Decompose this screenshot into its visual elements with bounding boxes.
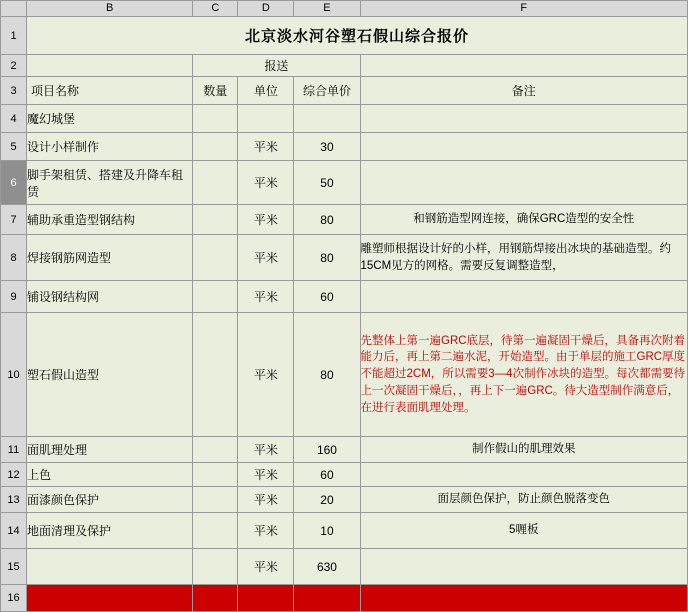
- cell-unit[interactable]: 平米: [238, 205, 294, 235]
- row-header-15[interactable]: 15: [1, 549, 27, 585]
- cell-price[interactable]: 630: [294, 549, 360, 585]
- row-header-13[interactable]: 13: [1, 487, 27, 513]
- row-header-6[interactable]: 6: [1, 161, 27, 205]
- cell-qty[interactable]: [193, 549, 238, 585]
- header-price: 综合单价: [294, 77, 360, 105]
- cell-unit[interactable]: 平米: [238, 313, 294, 437]
- row-header-1[interactable]: 1: [1, 17, 27, 55]
- cell-remark[interactable]: [360, 463, 688, 487]
- cell-price[interactable]: 80: [294, 313, 360, 437]
- cell-price[interactable]: 80: [294, 205, 360, 235]
- cell-qty[interactable]: [193, 487, 238, 513]
- cell-name[interactable]: 脚手架租赁、搭建及升降车租赁: [27, 161, 193, 205]
- cell-remark[interactable]: [360, 161, 688, 205]
- table-row-highlight: [1, 585, 688, 612]
- cell-unit[interactable]: 平米: [238, 281, 294, 313]
- table-row: [1, 513, 688, 549]
- column-header-b[interactable]: B: [27, 1, 193, 17]
- cell-remark[interactable]: 先整体上第一遍GRC底层，待第一遍凝固干燥后，具备再次附着能力后，再上第二遍水泥，开始造型。由于单层的施工GRC厚度不能超过2CM，所以需要3—4次制作冰块的造型。每次都需要待上一次凝固干燥后，，再上下一遍GRC。待大造型制作满意后，在进行表面肌理处理。: [360, 313, 688, 437]
- cell-price[interactable]: 160: [294, 437, 360, 463]
- table-row: [1, 281, 688, 313]
- subtitle-cell: 报送: [193, 55, 360, 77]
- cell-f2[interactable]: [360, 55, 688, 77]
- row-header-7[interactable]: 7: [1, 205, 27, 235]
- table-row: [1, 463, 688, 487]
- cell-b2[interactable]: [27, 55, 193, 77]
- table-row: [1, 549, 688, 585]
- row-header-5[interactable]: 5: [1, 133, 27, 161]
- cell-price[interactable]: 20: [294, 487, 360, 513]
- cell-unit[interactable]: [238, 105, 294, 133]
- cell-name[interactable]: 地面清理及保护: [27, 513, 193, 549]
- table-header-row: [1, 77, 688, 105]
- column-header-row: [1, 1, 688, 17]
- table-row: [1, 133, 688, 161]
- column-header-e[interactable]: E: [294, 1, 360, 17]
- cell-name[interactable]: 上色: [27, 463, 193, 487]
- cell-qty[interactable]: [193, 437, 238, 463]
- cell-name[interactable]: 辅助承重造型钢结构: [27, 205, 193, 235]
- table-row: [1, 161, 688, 205]
- table-row: [1, 235, 688, 281]
- cell-d16[interactable]: [238, 585, 294, 612]
- cell-unit[interactable]: 平米: [238, 437, 294, 463]
- table-row: [1, 487, 688, 513]
- cell-price[interactable]: [294, 105, 360, 133]
- row-header-4[interactable]: 4: [1, 105, 27, 133]
- cell-name[interactable]: [27, 549, 193, 585]
- cell-qty[interactable]: [193, 463, 238, 487]
- row-header-2[interactable]: 2: [1, 55, 27, 77]
- cell-qty[interactable]: [193, 313, 238, 437]
- cell-unit[interactable]: 平米: [238, 513, 294, 549]
- table-row: [1, 205, 688, 235]
- cell-qty[interactable]: [193, 513, 238, 549]
- row-header-16[interactable]: 16: [1, 585, 27, 612]
- cell-qty[interactable]: [193, 105, 238, 133]
- row-header-8[interactable]: 8: [1, 235, 27, 281]
- cell-qty[interactable]: [193, 235, 238, 281]
- cell-qty[interactable]: [193, 161, 238, 205]
- table-row: [1, 55, 688, 77]
- cell-remark[interactable]: [360, 133, 688, 161]
- cell-name[interactable]: 铺设钢结构网: [27, 281, 193, 313]
- column-header-c[interactable]: C: [193, 1, 238, 17]
- cell-remark[interactable]: 制作假山的肌理效果: [360, 437, 688, 463]
- cell-price[interactable]: 50: [294, 161, 360, 205]
- row-header-12[interactable]: 12: [1, 463, 27, 487]
- cell-e16[interactable]: [294, 585, 360, 612]
- cell-c16[interactable]: [193, 585, 238, 612]
- cell-qty[interactable]: [193, 281, 238, 313]
- cell-price[interactable]: 60: [294, 463, 360, 487]
- cell-qty[interactable]: [193, 205, 238, 235]
- row-header-3[interactable]: 3: [1, 77, 27, 105]
- table-row: [1, 17, 688, 55]
- cell-remark[interactable]: [360, 105, 688, 133]
- cell-unit[interactable]: 平米: [238, 487, 294, 513]
- header-qty: 数量: [193, 77, 238, 105]
- cell-b16[interactable]: [27, 585, 193, 612]
- cell-name[interactable]: 焊接钢筋网造型: [27, 235, 193, 281]
- sheet-title: 北京淡水河谷塑石假山综合报价: [27, 17, 688, 55]
- cell-remark[interactable]: 面层颜色保护，防止颜色脱落变色: [360, 487, 688, 513]
- cell-remark[interactable]: [360, 281, 688, 313]
- select-all-corner[interactable]: [1, 1, 27, 17]
- cell-name[interactable]: 塑石假山造型: [27, 313, 193, 437]
- cell-unit[interactable]: 平米: [238, 549, 294, 585]
- cell-name[interactable]: 面漆颜色保护: [27, 487, 193, 513]
- cell-name[interactable]: 面肌理处理: [27, 437, 193, 463]
- cell-name[interactable]: 魔幻城堡: [27, 105, 193, 133]
- header-unit: 单位: [238, 77, 294, 105]
- cell-price[interactable]: 30: [294, 133, 360, 161]
- header-remark: 备注: [360, 77, 688, 105]
- cell-unit[interactable]: 平米: [238, 133, 294, 161]
- row-header-11[interactable]: 11: [1, 437, 27, 463]
- column-header-d[interactable]: D: [238, 1, 294, 17]
- row-header-9[interactable]: 9: [1, 281, 27, 313]
- cell-f16[interactable]: [360, 585, 688, 612]
- cell-remark[interactable]: [360, 549, 688, 585]
- cell-remark[interactable]: 和钢筋造型网连接，确保GRC造型的安全性: [360, 205, 688, 235]
- cell-price[interactable]: 60: [294, 281, 360, 313]
- cell-unit[interactable]: 平米: [238, 463, 294, 487]
- column-header-f[interactable]: F: [360, 1, 688, 17]
- table-row: [1, 105, 688, 133]
- cell-unit[interactable]: 平米: [238, 161, 294, 205]
- cell-remark[interactable]: 5喱板: [360, 513, 688, 549]
- cell-name[interactable]: 设计小样制作: [27, 133, 193, 161]
- row-header-14[interactable]: 14: [1, 513, 27, 549]
- table-row: [1, 437, 688, 463]
- row-header-10[interactable]: 10: [1, 313, 27, 437]
- table-row: [1, 313, 688, 437]
- cell-price[interactable]: 80: [294, 235, 360, 281]
- header-name: 项目名称: [27, 77, 193, 105]
- cell-qty[interactable]: [193, 133, 238, 161]
- cell-remark[interactable]: 雕塑师根据设计好的小样，用钢筋焊接出冰块的基础造型。约15CM见方的网格。需要反复调整造型，: [360, 235, 688, 281]
- cell-price[interactable]: 10: [294, 513, 360, 549]
- cell-unit[interactable]: 平米: [238, 235, 294, 281]
